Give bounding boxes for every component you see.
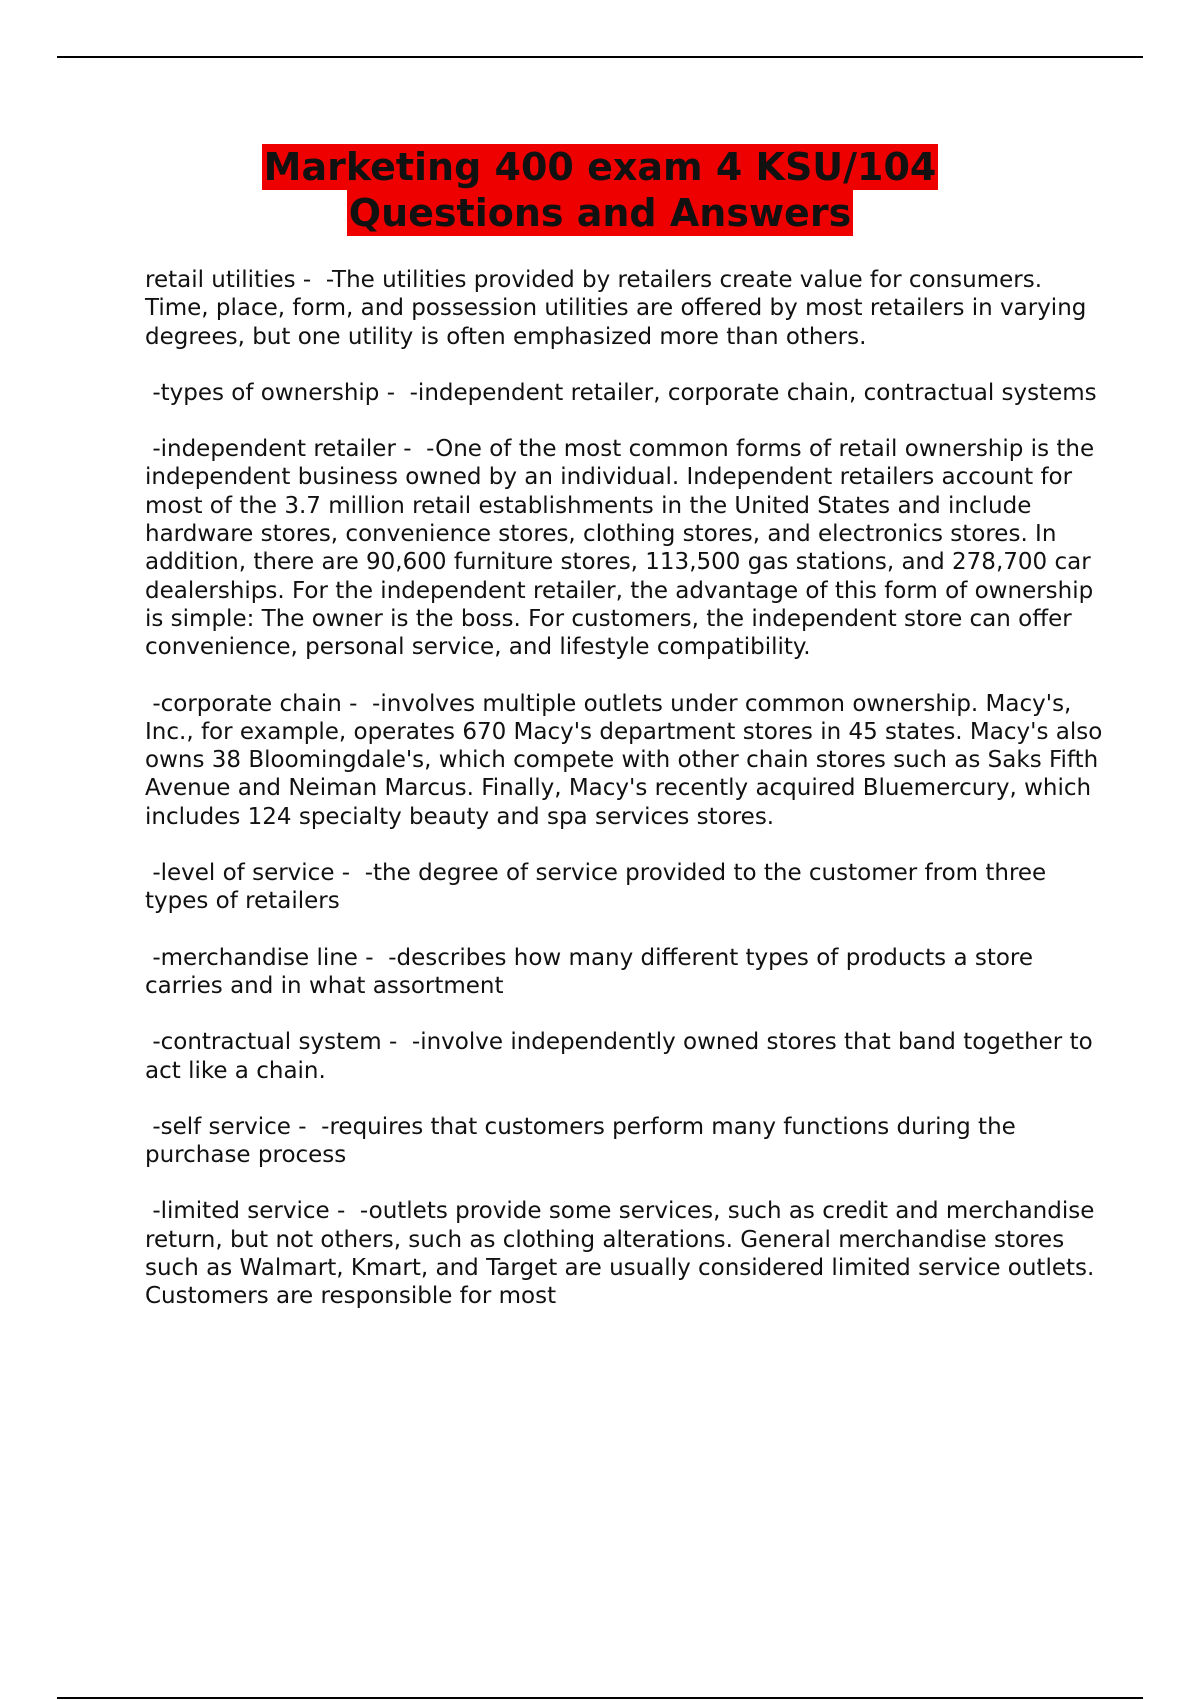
- list-item: [145, 1113, 1105, 1170]
- entry-separator: -: [379, 379, 410, 406]
- flashcard-list: [145, 266, 1110, 1339]
- entry-term: retail utilities: [145, 267, 296, 293]
- entry-separator: -: [357, 944, 389, 971]
- entry-definition: -One of the most common forms of retail ownership is the independent business owned by an individual. Independent retailers account for most of the 3.7 million retail establishments in the United States and include hardware stores, convenience stores, clothing stores, and electronics stores. In addition, there are 90,600 furniture stores, 113,500 gas stations, and 278,700 car dealerships. For the independent retailer, the advantage of this form of ownership is simple: The owner is the boss. For customers, the independent store can offer convenience, personal service, and lifestyle compatibility.: [145, 436, 1102, 661]
- entry-definition: -involve independently owned stores that band together to act like a chain.: [145, 1029, 1100, 1084]
- entry-separator: -: [290, 1113, 322, 1140]
- entry-separator: -: [329, 1198, 360, 1225]
- document-title: [100, 144, 1100, 236]
- list-item: [145, 435, 1105, 661]
- entry-term: -limited service: [145, 1198, 330, 1225]
- entry-definition: -The utilities provided by retailers create value for consumers. Time, place, form, and possession utilities are offered by most retailers in varying degrees, but one utility is often emphasized more than others.: [145, 267, 1094, 350]
- entry-separator: -: [381, 1029, 412, 1056]
- title-line-1: Marketing 400 exam 4 KSU/104: [263, 145, 937, 189]
- list-item: [145, 944, 1105, 1001]
- entry-separator: -: [341, 690, 373, 717]
- entry-definition: -involves multiple outlets under common ownership. Macy's, Inc., for example, operates 670 Macy's department stores in 45 states. Macy's also owns 38 Bloomingdale's, which compete with other chain stores such as Saks Fifth Avenue and Neiman Marcus. Finally, Macy's recently acquired Bluemercury, which includes 124 specialty beauty and spa services stores.: [145, 690, 1110, 830]
- list-item: [145, 266, 1105, 351]
- list-item: [145, 1197, 1105, 1310]
- list-item: [145, 1028, 1105, 1085]
- entry-definition: -independent retailer, corporate chain, contractual systems: [409, 379, 1097, 406]
- entry-definition: -outlets provide some services, such as credit and merchandise return, but not others, such as clothing alterations. General merchandise stores such as Walmart, Kmart, and Target are usually considered limited service outlets. Customers are responsible for most: [145, 1198, 1102, 1310]
- entry-term: -corporate chain: [145, 690, 342, 717]
- list-item: [145, 859, 1105, 916]
- entry-definition: -describes how many different types of products a store carries and in what assortment: [145, 944, 1041, 999]
- bottom-rule: [57, 1697, 1143, 1699]
- entry-separator: -: [295, 267, 326, 293]
- entry-separator: -: [395, 436, 427, 463]
- entry-definition: -the degree of service provided to the customer from three types of retailers: [145, 860, 1054, 915]
- list-item: [145, 379, 1105, 407]
- entry-term: -merchandise line: [145, 944, 358, 971]
- entry-separator: -: [334, 860, 365, 887]
- entry-term: -contractual system: [145, 1029, 382, 1056]
- top-rule: [57, 56, 1143, 58]
- title-line-2: Questions and Answers: [348, 191, 852, 235]
- entry-term: -independent retailer: [145, 436, 396, 463]
- entry-term: -types of ownership: [145, 379, 380, 406]
- list-item: [145, 690, 1110, 831]
- entry-definition: -requires that customers perform many functions during the purchase process: [145, 1113, 1024, 1169]
- entry-term: -self service: [145, 1113, 291, 1140]
- entry-term: -level of service: [145, 860, 335, 887]
